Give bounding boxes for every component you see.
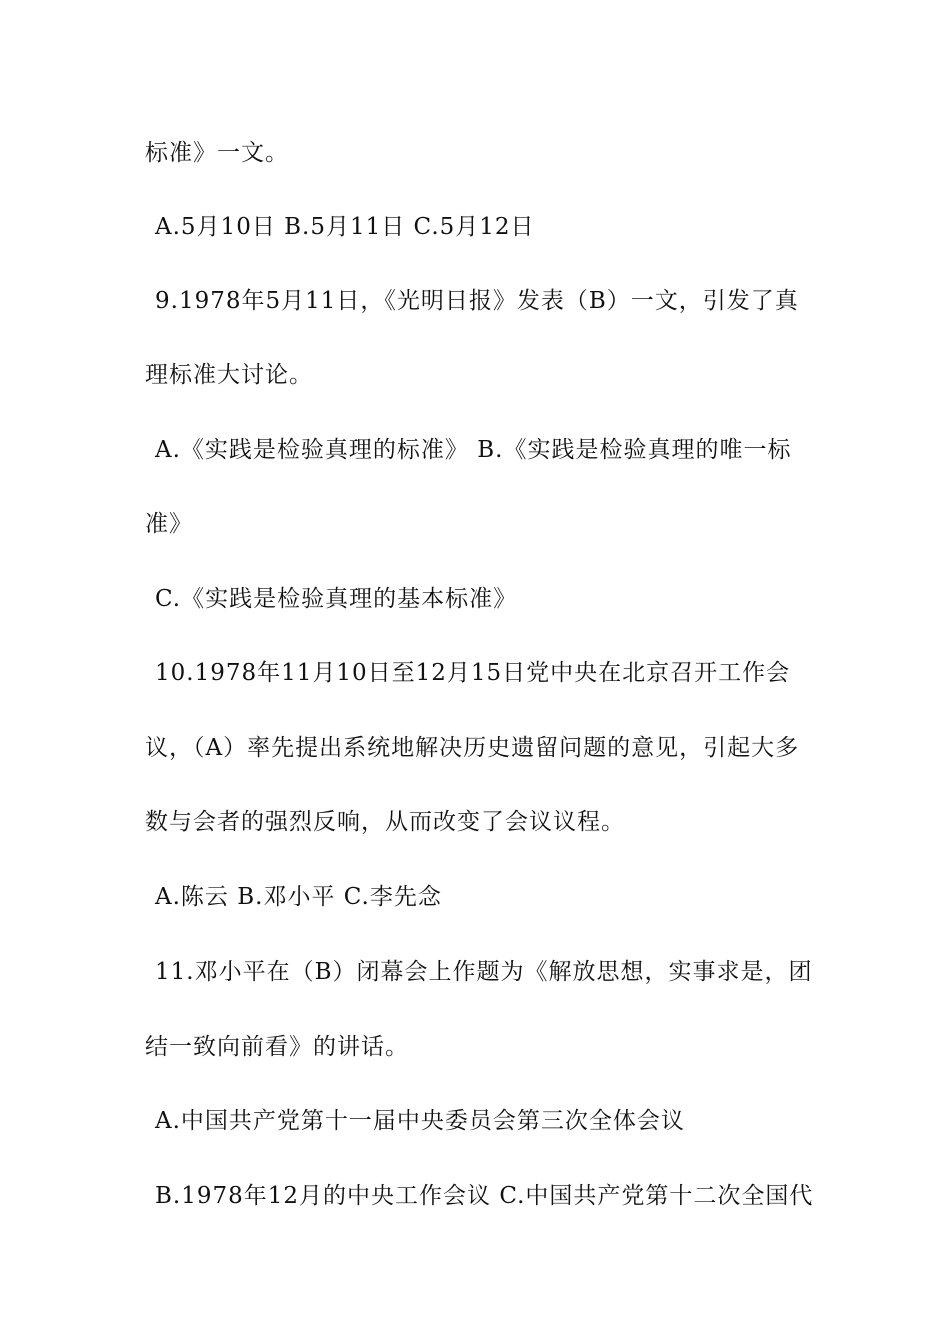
text-line-options-q9-c: C.《实践是检验真理的基本标准》 xyxy=(155,586,518,612)
text-line-question-10: 10.1978年11月10日至12月15日党中央在北京召开工作会 xyxy=(155,660,791,686)
text-line-question-11-cont: 结一致向前看》的讲话。 xyxy=(145,1034,409,1060)
text-line-question-9: 9.1978年5月11日，《光明日报》发表（B）一文，引发了真 xyxy=(155,288,799,314)
text-line-question-10-cont1: 议，（A）率先提出系统地解决历史遗留问题的意见，引起大多 xyxy=(145,735,800,761)
text-line-continuation: 标准》一文。 xyxy=(145,140,289,166)
text-line-options-q9-ab-cont: 准》 xyxy=(145,511,193,537)
text-line-question-10-cont2: 数与会者的强烈反响，从而改变了会议议程。 xyxy=(145,809,625,835)
text-line-options-q11-a: A.中国共产党第十一届中央委员会第三次全体会议 xyxy=(155,1108,685,1134)
text-line-question-11: 11.邓小平在（B）闭幕会上作题为《解放思想，实事求是，团 xyxy=(155,959,813,985)
text-line-options-q10: A.陈云 B.邓小平 C.李先念 xyxy=(155,884,442,910)
text-line-options-q11-bc: B.1978年12月的中央工作会议 C.中国共产党第十二次全国代 xyxy=(155,1183,814,1209)
text-line-options-q9-ab: A.《实践是检验真理的标准》 B.《实践是检验真理的唯一标 xyxy=(155,437,792,463)
text-line-options-q8: A.5月10日 B.5月11日 C.5月12日 xyxy=(155,214,535,240)
text-line-question-9-cont: 理标准大讨论。 xyxy=(145,362,313,388)
